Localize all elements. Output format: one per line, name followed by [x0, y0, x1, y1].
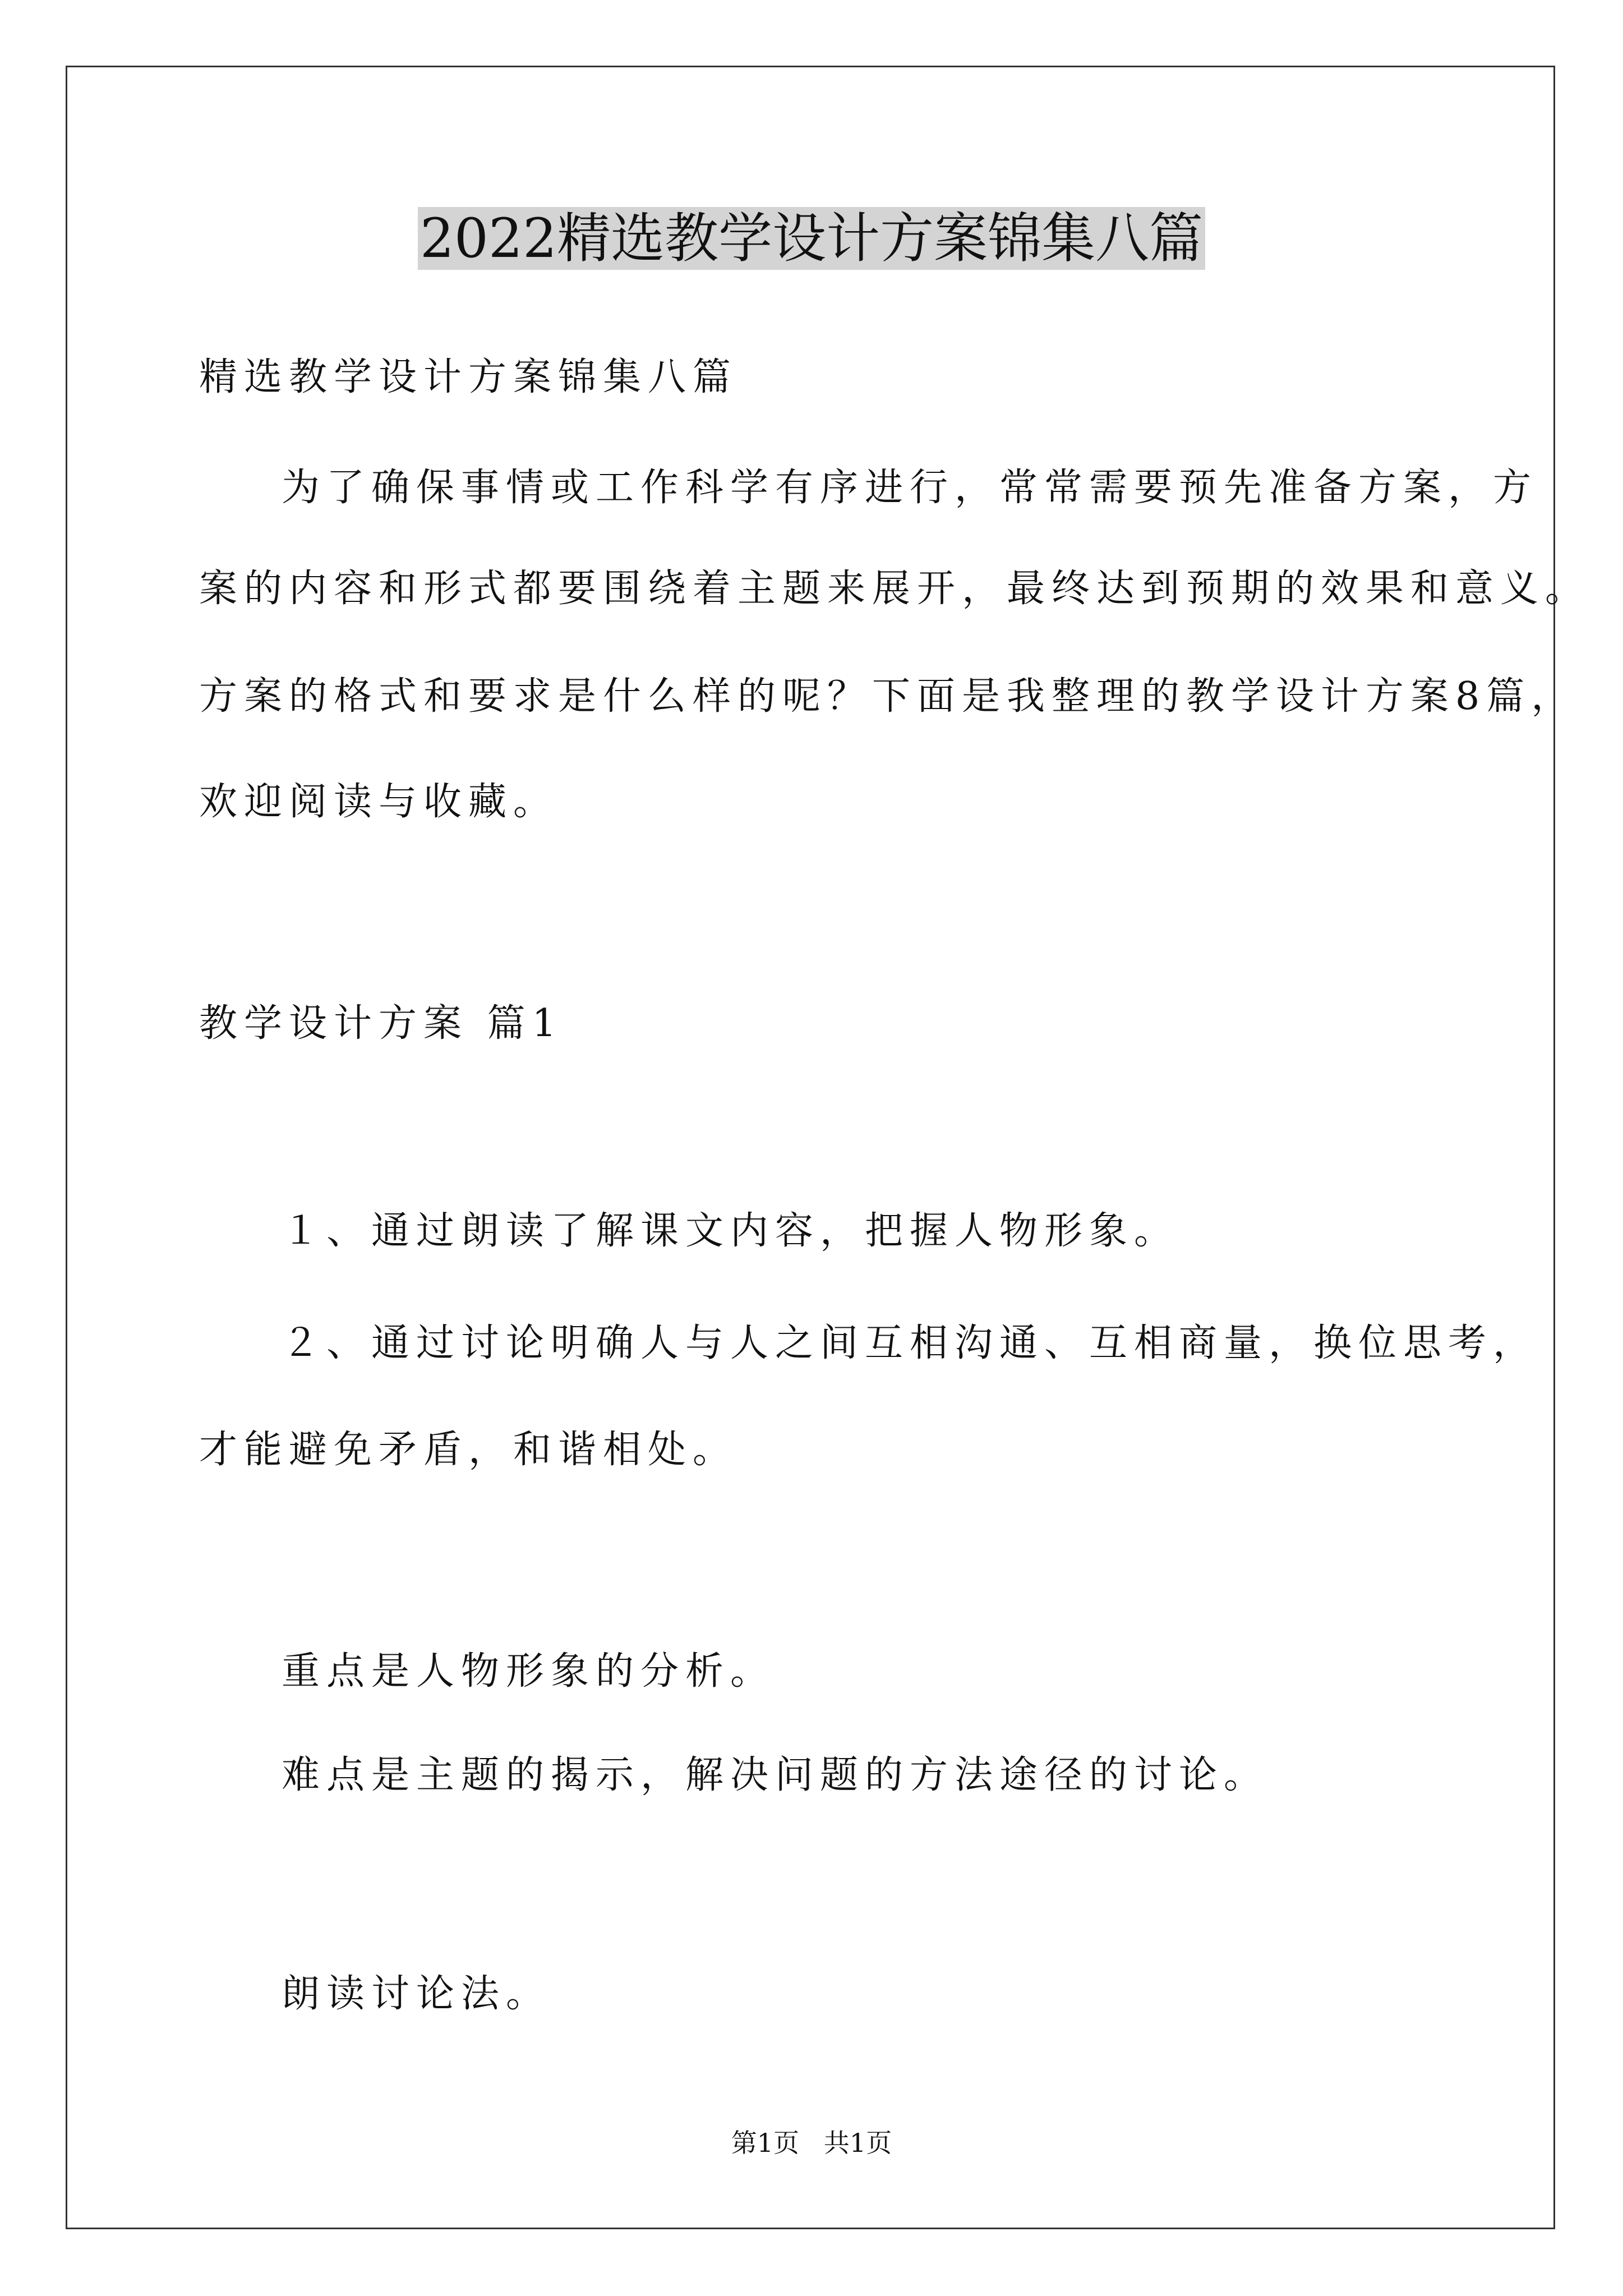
intro-line-4: 欢迎阅读与收藏。: [199, 780, 559, 824]
page-footer: 第1页 共1页: [731, 2128, 892, 2158]
intro-line-2: 案的内容和形式都要围绕着主题来展开，最终达到预期的效果和意义。: [199, 567, 1590, 611]
intro-line-1: 为了确保事情或工作科学有序进行，常常需要预先准备方案，方: [282, 466, 1538, 510]
difficulty: 难点是主题的揭示，解决问题的方法途径的讨论。: [282, 1753, 1269, 1797]
intro-line-3: 方案的格式和要求是什么样的呢？下面是我整理的教学设计方案8篇，: [199, 674, 1576, 719]
objective-line-2: ２、通过讨论明确人与人之间互相沟通、互相商量，换位思考，: [282, 1321, 1538, 1365]
objective-line-1: １、通过朗读了解课文内容，把握人物形象。: [282, 1209, 1179, 1253]
key-point: 重点是人物形象的分析。: [282, 1649, 776, 1694]
teaching-method: 朗读讨论法。: [282, 1972, 551, 2016]
objective-line-3: 才能避免矛盾，和谐相处。: [199, 1428, 738, 1472]
document-title: 2022精选教学设计方案锦集八篇: [0, 199, 1623, 278]
section-heading: 教学设计方案 篇1: [199, 1001, 563, 1046]
document-subtitle: 精选教学设计方案锦集八篇: [199, 355, 738, 399]
